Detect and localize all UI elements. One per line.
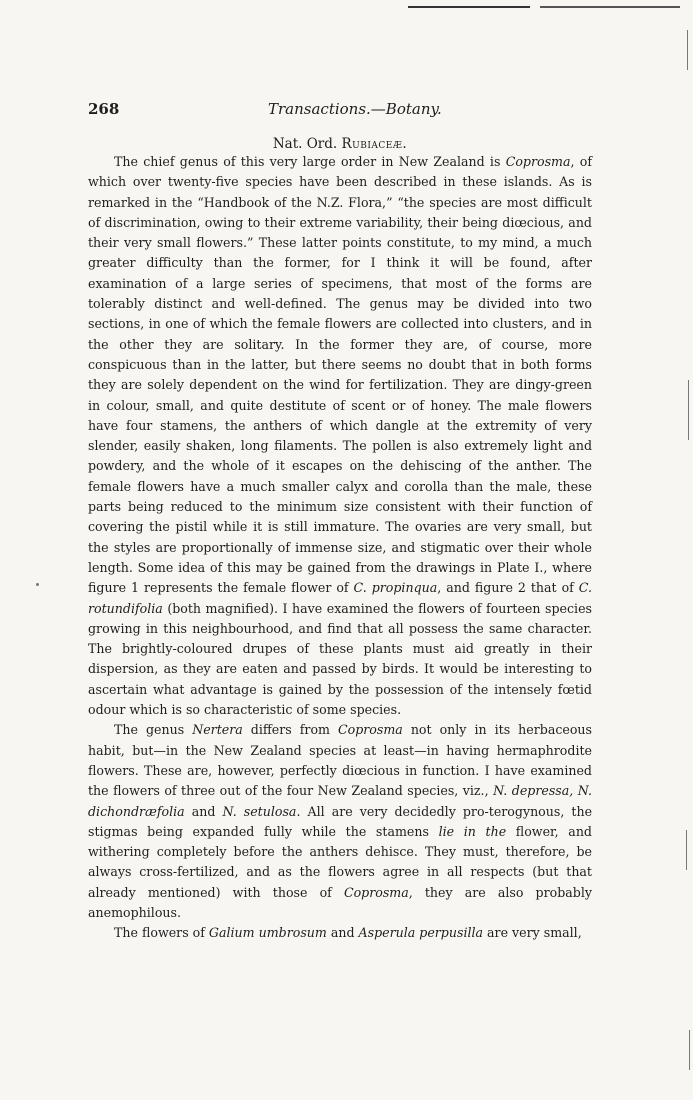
margin-mark (689, 1030, 690, 1070)
margin-mark (688, 380, 689, 440)
italic-text: C. rotundifolia (88, 580, 592, 616)
text-run: and (326, 925, 359, 941)
paragraph (88, 152, 592, 720)
italic-text: Coprosma (505, 154, 571, 169)
section-heading-prefix: Nat. Ord. (272, 136, 338, 152)
italic-text: Nertera (192, 722, 243, 738)
margin-mark (686, 830, 687, 870)
text-run: The flowers of (114, 925, 209, 941)
page-header (88, 100, 592, 124)
italic-text: Asperula perpusilla (358, 925, 484, 941)
paragraph (88, 720, 592, 923)
italic-text: lie in the (438, 823, 507, 839)
top-scan-rule (408, 6, 530, 8)
margin-mark (687, 30, 688, 70)
text-run: The chief genus of this very large order in New Zealand is (114, 154, 506, 169)
margin-mark (36, 583, 39, 586)
italic-text: Galium umbrosum (208, 925, 327, 941)
section-heading (88, 136, 592, 152)
top-scan-rule (540, 6, 680, 8)
text-run: differs from (242, 722, 338, 738)
section-heading-name: Rubiaceæ. (341, 136, 408, 152)
paragraph (88, 923, 592, 943)
text-run: and (184, 803, 223, 819)
text-run: (both magnified). I have examined the flowers of fourteen species growing in this neighbourhood, and find that all possess the same character. The brightly-coloured drupes of these plants must aid greatly in their dispersion, as they are eaten and passed by birds. It would be interesting to ascertain what advantage is gained by the possession of the intensely fœtid odour which is so characteristic of some species. (88, 600, 592, 718)
text-run: not only in its herbaceous habit, but—in the New Zealand species at least—in having hermaphrodite flowers. These are, however, perfectly diœcious in function. I have examined the flowers of three out of the four New Zealand species, viz., (88, 722, 592, 799)
text-run: flower, and withering completely before the anthers dehisce. They must, therefore, be always cross-fertilized, and as the flowers agree in all respects (but that already mentioned) with those of (88, 823, 592, 900)
page-number: 268 (88, 100, 120, 118)
italic-text: C. propinqua (353, 580, 438, 596)
text-run: are very small, (483, 925, 582, 941)
italic-text: Coprosma (343, 884, 409, 900)
body-text (88, 152, 592, 944)
italic-text: N. setulosa (222, 803, 297, 819)
running-head: Transactions.—Botany. (268, 100, 442, 118)
italic-text: N. depressa, N. dichondræfolia (88, 783, 592, 819)
text-run: , of which over twenty-five species have been described in these islands. As is remarked in the “Handbook of the N.Z. Flora,” “the species are most difficult of discrimination, owing to their extreme variability, their being diœcious, and their very small flowers.” These latter points constitute, to my mind, a much greater difficulty than the former, for I think it will be found, after examination of a large series of specimens, that most of the forms are tolerably distinct and well-defined. The genus may be divided into two sections, in one of which the female flowers are collected into clusters, and in the other they are solitary. In the former they are, of course, more conspicuous than in the latter, but there seems no doubt that in both forms they are solely dependent on the wind for fertilization. They are dingy-green in colour, small, and quite destitute of scent or of honey. The male flowers have four stamens, the anthers of which dangle at the extremity of very slender, easily shaken, long filaments. The pollen is also extremely light and powdery, and the whole of it escapes on the dehiscing of the anther. The female flowers have a much smaller calyx and corolla than the male, these parts being reduced to the minimum size consistent with their function of covering the pistil while it is still immature. The ovaries are very small, but the styles are proportionally of immense size, and stigmatic over their whole length. Some idea of this may be gained from the drawings in Plate I., where figure 1 represents the female flower of (88, 154, 592, 596)
italic-text: Coprosma (338, 722, 403, 738)
text-run: The genus (114, 722, 193, 738)
text-run: , they are also probably anemophilous. (88, 884, 592, 920)
text-run: . All are very decidedly pro-terogynous, the stigmas being expanded fully while the stamens (88, 803, 593, 839)
text-run: , and figure 2 that of (437, 580, 579, 596)
